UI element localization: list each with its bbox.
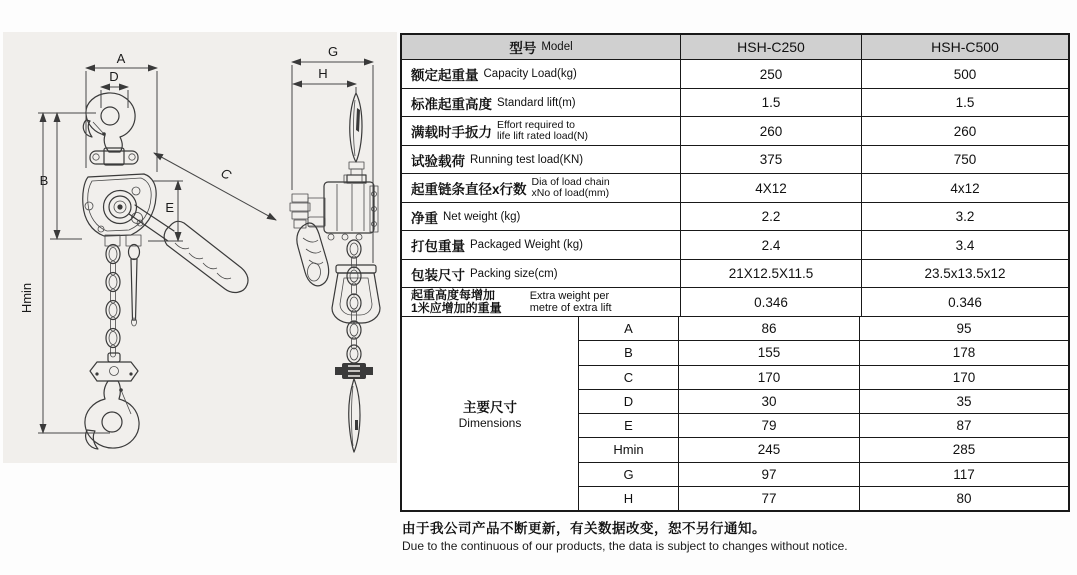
row-label-en: Dia of load chain xNo of load(mm) (531, 176, 610, 200)
table-header-row (402, 35, 1068, 60)
dimension-row-hmin (579, 438, 1068, 462)
footnote (402, 517, 848, 553)
row-label-en: Packing size(cm) (470, 267, 558, 280)
row-label-zh: 打包重量 (411, 239, 465, 255)
dimension-letter: B (579, 341, 679, 364)
row-label-zh: 起重高度每增加 1米应增加的重量 (411, 287, 502, 316)
value-c250: 2.2 (681, 203, 862, 231)
specification-table (400, 33, 1070, 512)
table-row-packaged-weight (402, 231, 1068, 260)
dim-label-a: A (116, 51, 126, 66)
value-c500: 170 (952, 369, 976, 385)
row-label-en: Running test load(KN) (470, 153, 584, 166)
value-c250: 250 (681, 60, 862, 88)
dimension-letter: G (579, 463, 679, 486)
table-row-effort (402, 117, 1068, 146)
value-c250: 1.5 (681, 89, 862, 117)
value-c500: 285 (952, 442, 976, 458)
value-c250: 86 (679, 317, 860, 340)
value-c250: 245 (679, 438, 860, 461)
dimensions-label-en: Dimensions (458, 416, 522, 431)
value-c500: 23.5x13.5x12 (924, 266, 1006, 282)
dimension-letter: A (579, 317, 679, 340)
row-label-zh: 净重 (411, 210, 438, 226)
lever-hoist-technical-drawing (0, 0, 400, 575)
row-label-zh: 额定起重量 (411, 68, 479, 83)
dimensions-section (402, 317, 1068, 510)
dim-label-d: D (109, 69, 119, 84)
row-label-zh: 起重链条直径x行数 (411, 182, 527, 198)
table-row-chain-dia (402, 174, 1068, 203)
dim-label-g: G (327, 44, 339, 59)
drawing-panel-background (3, 32, 397, 463)
footnote-english: Due to the continuous of our products, the data is subject to changes without notice. (402, 539, 848, 553)
row-label-en: Effort required to life lift rated load(N) (497, 119, 589, 143)
value-c250: 4X12 (681, 174, 862, 202)
row-label-en: Packaged Weight (kg) (470, 239, 583, 252)
table-row-net-weight (402, 203, 1068, 232)
row-label-zh: 包装尺寸 (411, 267, 465, 283)
value-c250: 97 (679, 463, 860, 486)
value-c250: 0.346 (681, 288, 862, 316)
value-c500: 3.4 (955, 237, 975, 253)
value-c500: 3.2 (955, 209, 975, 225)
row-label-zh: 满载时手扳力 (411, 125, 492, 141)
dimension-letter: E (579, 414, 679, 437)
dimension-row-c (579, 366, 1068, 390)
dim-label-e: E (165, 200, 174, 215)
value-c500: 750 (953, 152, 977, 168)
dimension-letter: D (579, 390, 679, 413)
dimension-letter: H (579, 487, 679, 510)
row-label-en: Extra weight per metre of extra lift (529, 290, 612, 315)
row-label-en: Net weight (kg) (443, 210, 521, 223)
header-col-hsh-c250: HSH-C250 (681, 35, 862, 59)
row-label-en: Standard lift(m) (497, 96, 576, 109)
value-c500: 260 (953, 123, 977, 139)
dimension-row-d (579, 390, 1068, 414)
table-row-extra-weight (402, 288, 1068, 317)
value-c250: 77 (679, 487, 860, 510)
row-label-zh: 试验载荷 (411, 153, 465, 169)
dimensions-label-cell (402, 317, 579, 510)
dimension-row-e (579, 414, 1068, 438)
header-model-cell (402, 35, 681, 59)
dim-label-h: H (318, 66, 328, 81)
value-c500: 4x12 (950, 180, 980, 196)
dim-label-hmin: Hmin (19, 282, 34, 314)
value-c250: 2.4 (681, 231, 862, 259)
value-c500: 95 (956, 321, 972, 337)
table-row-packing-size (402, 260, 1068, 289)
header-model-en: Model (541, 41, 573, 54)
value-c250: 375 (681, 146, 862, 174)
dim-label-b: B (39, 173, 49, 188)
value-c500: 80 (956, 490, 972, 506)
value-c250: 260 (681, 117, 862, 145)
table-row-capacity (402, 60, 1068, 89)
value-c500: 87 (956, 418, 972, 434)
value-c500: 1.5 (955, 95, 975, 111)
dimensions-label-zh: 主要尺寸 (463, 400, 517, 416)
header-col-hsh-c500: HSH-C500 (931, 39, 999, 56)
footnote-chinese: 由于我公司产品不断更新，有关数据改变，恕不另行通知。 (402, 521, 766, 536)
value-c250: 21X12.5X11.5 (681, 260, 862, 288)
row-label-zh: 标准起重高度 (411, 96, 492, 112)
table-row-test-load (402, 146, 1068, 175)
value-c250: 79 (679, 414, 860, 437)
value-c250: 170 (679, 366, 860, 389)
dimensions-rows (579, 317, 1068, 510)
value-c500: 500 (953, 66, 977, 82)
value-c500: 35 (956, 393, 972, 409)
value-c250: 30 (679, 390, 860, 413)
table-row-standard-lift (402, 89, 1068, 118)
value-c500: 117 (953, 466, 975, 482)
dimension-row-g (579, 463, 1068, 487)
dimension-row-h (579, 487, 1068, 510)
header-model-zh: 型号 (509, 41, 537, 57)
row-label-en: Capacity Load(kg) (483, 68, 577, 80)
value-c500: 178 (952, 345, 976, 361)
value-c250: 155 (679, 341, 860, 364)
dimension-letter: C (579, 366, 679, 389)
dimension-letter: Hmin (579, 438, 679, 461)
dim-label-c: C (218, 165, 234, 183)
value-c500: 0.346 (948, 294, 982, 310)
dimension-row-b (579, 341, 1068, 365)
dimension-row-a (579, 317, 1068, 341)
